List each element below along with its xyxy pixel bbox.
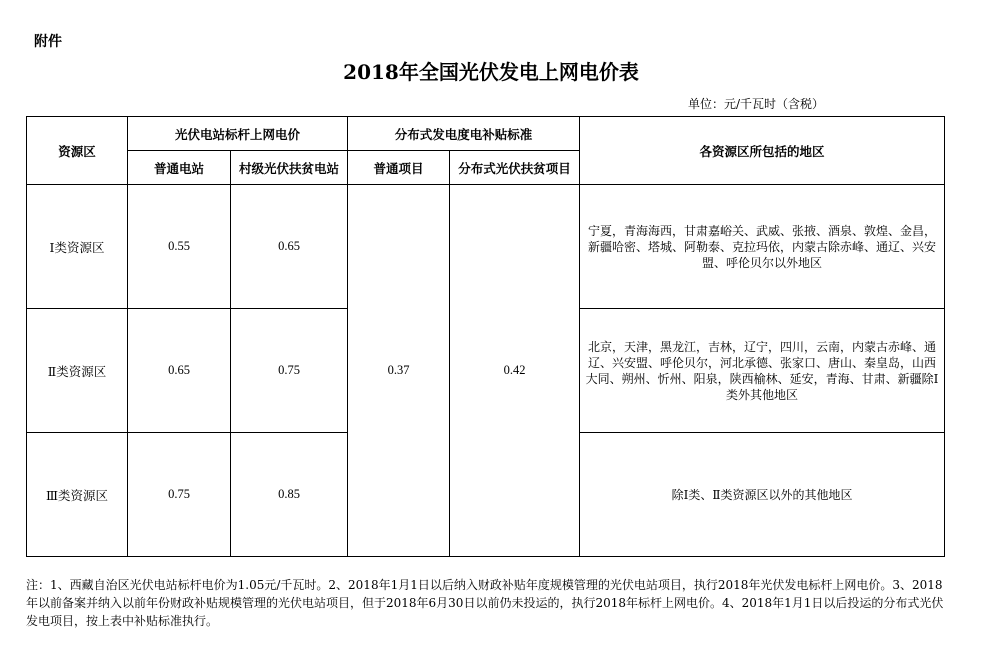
ordinary-price-cell: 0.65 [128, 309, 231, 433]
price-table [26, 116, 945, 557]
footnote: 注：1、西藏自治区光伏电站标杆电价为1.05元/千瓦时。2、2018年1月1日以后纳入财政补贴年度规模管理的光伏电站项目，执行2018年光伏发电标杆上网电价。3、2018年以前备案并纳入以前年份财政补贴规模管理的光伏电站项目，但于2018年6月30日以前仍未投运的，执行2018年标杆上网电价。4、2018年1月1日以后投运的分布式光伏发电项目，按上表中补贴标准执行。 [26, 578, 944, 628]
village-price-cell: 0.65 [231, 185, 348, 309]
header-ordinary-station: 普通电站 [128, 151, 231, 185]
regions-cell: 除Ⅰ类、Ⅱ类资源区以外的其他地区 [580, 433, 945, 557]
village-price-cell: 0.75 [231, 309, 348, 433]
page-title: 2018年全国光伏发电上网电价表 [343, 60, 639, 84]
zone-cell: Ⅰ类资源区 [27, 185, 128, 309]
header-ordinary-project: 普通项目 [348, 151, 450, 185]
zone-cell: Ⅱ类资源区 [27, 309, 128, 433]
attachment-label: 附件 [34, 34, 62, 50]
ordinary-price-cell: 0.75 [128, 433, 231, 557]
header-distributed-subsidy: 分布式发电度电补贴标准 [348, 117, 580, 151]
village-price-cell: 0.85 [231, 433, 348, 557]
header-village-poverty-station: 村级光伏扶贫电站 [231, 151, 348, 185]
header-benchmark-price: 光伏电站标杆上网电价 [128, 117, 348, 151]
unit-label: 单位：元/千瓦时（含税） [688, 97, 825, 111]
header-distributed-poverty-project: 分布式光伏扶贫项目 [450, 151, 580, 185]
ordinary-price-cell: 0.55 [128, 185, 231, 309]
table-row [27, 185, 945, 309]
subsidy-poverty-cell: 0.42 [450, 185, 580, 557]
zone-cell: Ⅲ类资源区 [27, 433, 128, 557]
regions-cell: 北京，天津，黑龙江，吉林，辽宁，四川，云南，内蒙古赤峰、通辽、兴安盟、呼伦贝尔，河北承德、张家口、唐山、秦皇岛，山西大同、朔州、忻州、阳泉，陕西榆林、延安，青海、甘肃、新疆除Ⅰ类外其他地区 [580, 309, 945, 433]
regions-cell: 宁夏，青海海西，甘肃嘉峪关、武威、张掖、酒泉、敦煌、金昌，新疆哈密、塔城、阿勒泰、克拉玛依，内蒙古除赤峰、通辽、兴安盟、呼伦贝尔以外地区 [580, 185, 945, 309]
header-resource-zone: 资源区 [27, 117, 128, 185]
subsidy-ordinary-cell: 0.37 [348, 185, 450, 557]
header-regions: 各资源区所包括的地区 [580, 117, 945, 185]
